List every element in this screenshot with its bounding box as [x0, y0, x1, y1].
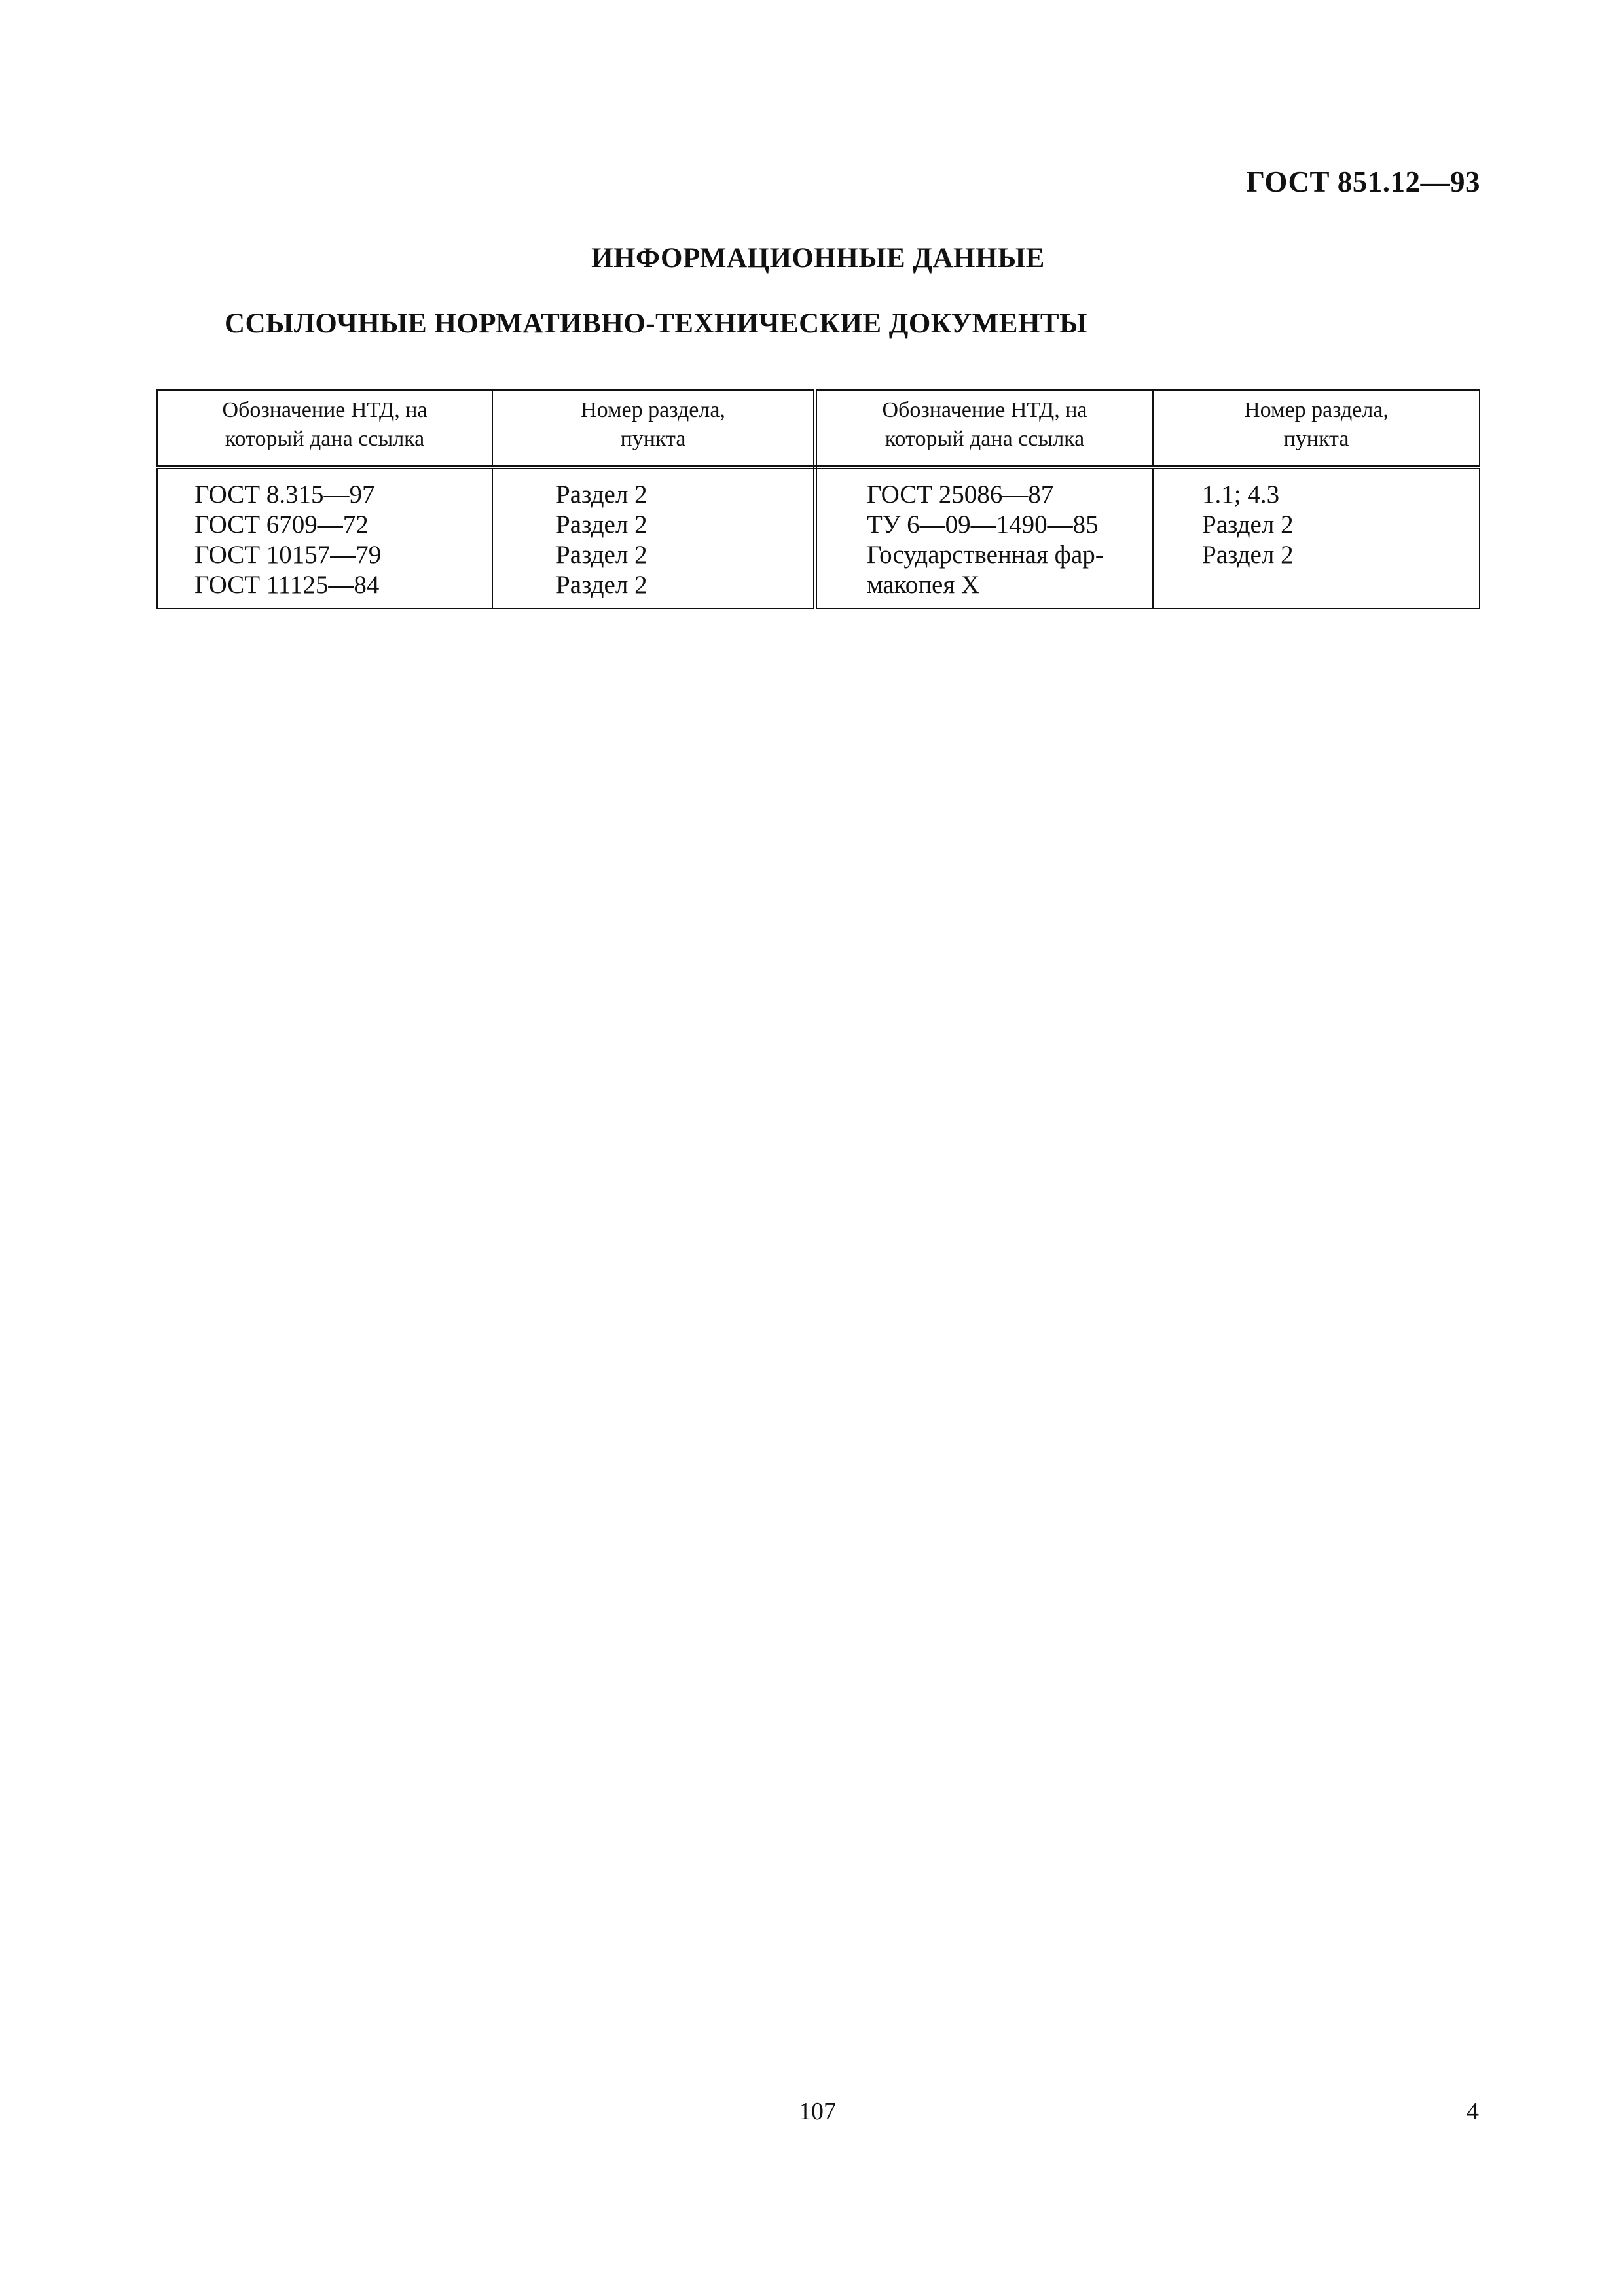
section-reference: 1.1; 4.3 — [1202, 480, 1280, 509]
header-line: пункта — [1283, 427, 1349, 451]
document-reference: макопея X — [867, 571, 980, 599]
header-line: который дана ссылка — [884, 427, 1085, 451]
header-document-left — [157, 390, 492, 467]
section-reference: Раздел 2 — [556, 571, 647, 599]
table-row — [157, 467, 1480, 609]
references-table — [156, 389, 1480, 609]
section-title: ССЫЛОЧНЫЕ НОРМАТИВНО-ТЕХНИЧЕСКИЕ ДОКУМЕНТЫ — [225, 308, 1087, 339]
table-header-row — [157, 390, 1480, 467]
document-reference: ГОСТ 8.315—97 — [194, 480, 375, 509]
standard-code: ГОСТ 851.12—93 — [1246, 166, 1480, 198]
header-line: пункта — [620, 427, 686, 451]
header-line: Номер раздела, — [581, 398, 725, 422]
document-reference: ТУ 6—09—1490—85 — [867, 511, 1099, 539]
header-document-right — [815, 390, 1153, 467]
document-reference: ГОСТ 6709—72 — [194, 511, 369, 539]
header-section-left — [492, 390, 815, 467]
section-reference: Раздел 2 — [556, 541, 647, 569]
document-reference: Государственная фар- — [867, 541, 1104, 569]
header-line: Номер раздела, — [1244, 398, 1389, 422]
sheet-number: 4 — [1467, 2098, 1479, 2125]
document-reference: ГОСТ 11125—84 — [194, 571, 380, 599]
page-title-text: ИНФОРМАЦИОННЫЕ ДАННЫЕ — [591, 243, 1045, 274]
page-title — [0, 242, 1623, 274]
header-section-right — [1153, 390, 1480, 467]
section-reference: Раздел 2 — [1202, 541, 1294, 569]
left-sections-cell — [492, 467, 815, 609]
header-line: который дана ссылка — [225, 427, 425, 451]
document-reference: ГОСТ 10157—79 — [194, 541, 382, 569]
section-reference: Раздел 2 — [556, 480, 647, 509]
page-number: 107 — [799, 2098, 836, 2125]
header-line: Обозначение НТД, на — [882, 398, 1087, 422]
left-documents-cell — [157, 467, 492, 609]
section-reference: Раздел 2 — [556, 511, 647, 539]
right-documents-cell — [815, 467, 1153, 609]
header-line: Обозначение НТД, на — [222, 398, 428, 422]
section-reference: Раздел 2 — [1202, 511, 1294, 539]
document-reference: ГОСТ 25086—87 — [867, 480, 1054, 509]
right-sections-cell — [1153, 467, 1480, 609]
